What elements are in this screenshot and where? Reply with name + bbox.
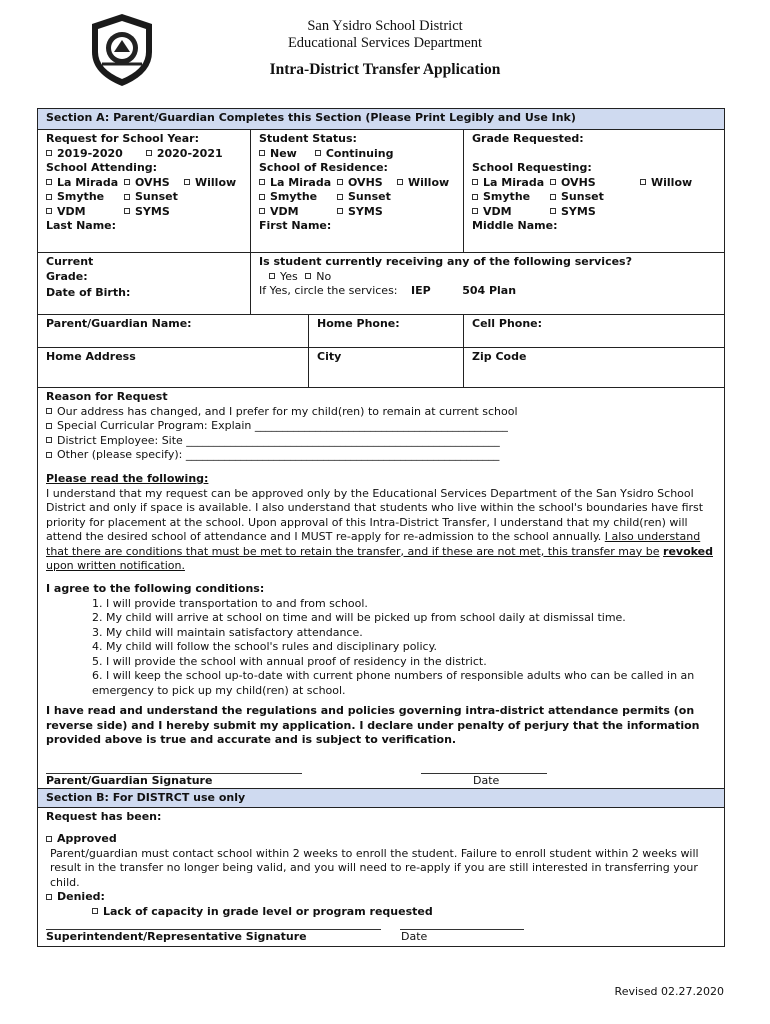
read-paragraph: I understand that my request can be approved only by the Educational Services Department of the San Ysidro School District and only if space is available. I also understand that students who live within the school's boundaries have first priority for placement at the school. Upon approval of this Intra-District Transfer, I understand that my child(ren) will attend the desired school of attendance and I MUST re-apply for re-admission to the school annually. I also understand that there are conditions that must be met to retain the transfer, and if these are not met, this transfer may be revoked upon written notification.: [46, 486, 713, 572]
approved-option[interactable]: Approved: [46, 832, 714, 847]
attending-smythe[interactable]: Smythe: [46, 190, 124, 205]
superintendent-signature-label: Superintendent/Representative Signature: [46, 930, 307, 943]
requesting-smythe[interactable]: Smythe: [472, 190, 550, 205]
requesting-sunset[interactable]: Sunset: [550, 190, 604, 205]
checkbox-icon[interactable]: [46, 194, 52, 200]
cell-phone-field[interactable]: [464, 315, 724, 347]
attending-syms[interactable]: SYMS: [124, 205, 170, 220]
school-year-label: Request for School Year:: [46, 132, 199, 145]
checkbox-icon[interactable]: [46, 423, 52, 429]
department-name: Educational Services Department: [287, 35, 483, 51]
requesting-ovhs[interactable]: OVHS: [550, 176, 640, 191]
revoked-text: revoked: [663, 544, 713, 558]
checkbox-icon[interactable]: [146, 150, 152, 156]
reason-other[interactable]: Other (please specify): _________________________________________________________: [46, 448, 714, 463]
checkbox-icon[interactable]: [550, 194, 556, 200]
checkbox-icon[interactable]: [259, 194, 265, 200]
checkbox-icon[interactable]: [184, 179, 190, 185]
checkbox-icon[interactable]: [337, 194, 343, 200]
checkbox-icon[interactable]: [46, 437, 52, 443]
condition-item: 6. I will keep the school up-to-date with current phone numbers of responsible adults who can be called in an emergency to pick up my child(ren) at school.: [92, 669, 695, 697]
attending-ovhs[interactable]: OVHS: [124, 176, 184, 191]
requesting-vdm[interactable]: VDM: [472, 205, 550, 220]
section-a-heading: Section A: Parent/Guardian Completes this Section (Please Print Legibly and Use Ink): [38, 109, 724, 130]
checkbox-icon[interactable]: [46, 452, 52, 458]
document-header: [0, 18, 770, 79]
revision-date: Revised 02.27.2020: [614, 985, 724, 998]
requesting-la-mirada[interactable]: La Mirada: [472, 176, 550, 191]
grade-services-row: [38, 253, 724, 315]
current-label: Current: [46, 255, 94, 268]
zip-label: Zip Code: [472, 350, 527, 363]
if-yes-label: If Yes, circle the services:: [259, 284, 398, 297]
checkbox-icon[interactable]: [46, 150, 52, 156]
zip-field[interactable]: [464, 348, 724, 387]
checkbox-icon[interactable]: [92, 908, 98, 914]
condition-item: 1. I will provide transportation to and from school.: [92, 596, 368, 610]
checkbox-icon[interactable]: [46, 208, 52, 214]
checkbox-icon[interactable]: [124, 179, 130, 185]
school-year-cell: [38, 130, 251, 252]
checkbox-icon[interactable]: [550, 208, 556, 214]
residence-smythe[interactable]: Smythe: [259, 190, 337, 205]
checkbox-icon[interactable]: [124, 208, 130, 214]
checkbox-icon[interactable]: [472, 194, 478, 200]
checkbox-icon[interactable]: [315, 150, 321, 156]
checkbox-icon[interactable]: [46, 179, 52, 185]
attending-la-mirada[interactable]: La Mirada: [46, 176, 124, 191]
status-new[interactable]: New: [259, 147, 311, 162]
district-name: San Ysidro School District: [307, 18, 463, 34]
checkbox-icon[interactable]: [46, 836, 52, 842]
iep-option[interactable]: IEP: [411, 284, 431, 297]
services-yes[interactable]: Yes: [280, 269, 298, 283]
home-phone-field[interactable]: [309, 315, 464, 347]
student-status-label: Student Status:: [259, 132, 357, 145]
condition-item: 3. My child will maintain satisfactory attendance.: [92, 625, 363, 639]
school-attending-label: School Attending:: [46, 161, 158, 174]
attending-willow[interactable]: Willow: [184, 176, 236, 191]
grade-label: Grade:: [46, 269, 88, 283]
dob-label: Date of Birth:: [46, 286, 131, 299]
year-option-2020[interactable]: 2020-2021: [146, 147, 223, 162]
city-label: City: [317, 350, 342, 363]
approved-text: Parent/guardian must contact school within 2 weeks to enroll the student. Failure to enroll student within 2 weeks will result in the transfer no longer being valid, and you will need to re-apply if you are still interested in transferring your child.: [50, 846, 699, 889]
checkbox-icon[interactable]: [46, 408, 52, 414]
parent-name-field[interactable]: [38, 315, 309, 347]
year-option-2019[interactable]: 2019-2020: [46, 147, 142, 162]
district-use-block: [38, 808, 724, 946]
residence-syms[interactable]: SYMS: [337, 205, 383, 220]
checkbox-icon[interactable]: [337, 179, 343, 185]
checkbox-icon[interactable]: [550, 179, 556, 185]
services-no[interactable]: No: [316, 269, 332, 283]
home-address-label: Home Address: [46, 350, 136, 363]
grade-requested-label: Grade Requested:: [472, 132, 584, 145]
student-school-row: [38, 130, 724, 253]
residence-la-mirada[interactable]: La Mirada: [259, 176, 337, 191]
requesting-willow[interactable]: Willow: [640, 176, 692, 191]
504-plan-option[interactable]: 504 Plan: [462, 284, 517, 297]
city-field[interactable]: [309, 348, 464, 387]
parent-date-label: Date: [473, 774, 500, 787]
condition-item: 5. I will provide the school with annual proof of residency in the district.: [92, 654, 487, 668]
middle-name-label: Middle Name:: [472, 219, 558, 232]
read-block: [46, 472, 714, 574]
grade-requested-cell: [464, 130, 724, 252]
checkbox-icon[interactable]: [259, 179, 265, 185]
parent-signature-label: Parent/Guardian Signature: [46, 774, 213, 787]
parent-phone-row: [38, 315, 724, 348]
student-status-cell: [251, 130, 464, 252]
residence-vdm[interactable]: VDM: [259, 205, 337, 220]
form-title: Intra-District Transfer Application: [269, 61, 501, 78]
checkbox-icon[interactable]: [259, 208, 265, 214]
residence-willow[interactable]: Willow: [397, 176, 449, 191]
reason-block: [46, 390, 714, 463]
services-cell: [251, 253, 724, 314]
checkbox-icon[interactable]: [124, 194, 130, 200]
denied-option[interactable]: Denied:: [46, 890, 714, 905]
checkbox-icon[interactable]: [305, 273, 311, 279]
read-heading: Please read the following:: [46, 472, 209, 485]
parent-name-label: Parent/Guardian Name:: [46, 317, 192, 330]
cell-phone-label: Cell Phone:: [472, 317, 543, 330]
checkbox-icon[interactable]: [640, 179, 646, 185]
reason-special-program[interactable]: Special Curricular Program: Explain ______________________________________________: [46, 419, 714, 434]
conditions-block: [46, 582, 714, 698]
declaration-text: I have read and understand the regulations and policies governing intra-district attendance permits (on reverse side) and I hereby submit my application. I declare under penalty of perjury that the information provided above is true and accurate and is subject to verification.: [46, 704, 700, 746]
condition-item: 2. My child will arrive at school on time and will be picked up from school daily at dismissal time.: [92, 611, 626, 624]
application-form: [37, 108, 725, 947]
condition-item: 4. My child will follow the school's rules and disciplinary policy.: [92, 640, 438, 653]
checkbox-icon[interactable]: [259, 150, 265, 156]
home-address-field[interactable]: [38, 348, 309, 387]
checkbox-icon[interactable]: [269, 273, 275, 279]
approved-block: [46, 832, 714, 919]
home-phone-label: Home Phone:: [317, 317, 400, 330]
denied-reason-option[interactable]: Lack of capacity in grade level or program requested: [46, 905, 714, 920]
address-row: [38, 348, 724, 388]
reason-label: Reason for Request: [46, 390, 168, 403]
reason-district-employee[interactable]: District Employee: Site _________________________________________________________: [46, 434, 714, 449]
school-requesting-label: School Requesting:: [472, 161, 592, 174]
terms-block: [38, 388, 724, 788]
residence-sunset[interactable]: Sunset: [337, 190, 391, 205]
last-name-label: Last Name:: [46, 219, 117, 232]
attending-vdm[interactable]: VDM: [46, 205, 124, 220]
first-name-label: First Name:: [259, 219, 332, 232]
residence-ovhs[interactable]: OVHS: [337, 176, 397, 191]
checkbox-icon[interactable]: [472, 208, 478, 214]
current-grade-cell[interactable]: [38, 253, 251, 314]
school-residence-label: School of Residence:: [259, 161, 388, 174]
requesting-syms[interactable]: SYMS: [550, 205, 596, 220]
attending-sunset[interactable]: Sunset: [124, 190, 178, 205]
agree-heading: I agree to the following conditions:: [46, 582, 265, 595]
services-question: Is student currently receiving any of the following services?: [259, 255, 632, 268]
status-continuing[interactable]: Continuing: [315, 147, 394, 162]
superintendent-date-label: Date: [401, 930, 428, 943]
checkbox-icon[interactable]: [46, 894, 52, 900]
request-status-label: Request has been:: [46, 810, 162, 823]
reason-address[interactable]: Our address has changed, and I prefer for my child(ren) to remain at current school: [46, 405, 714, 420]
section-b-heading: Section B: For DISTRCT use only: [38, 788, 724, 808]
checkbox-icon[interactable]: [397, 179, 403, 185]
checkbox-icon[interactable]: [337, 208, 343, 214]
checkbox-icon[interactable]: [472, 179, 478, 185]
